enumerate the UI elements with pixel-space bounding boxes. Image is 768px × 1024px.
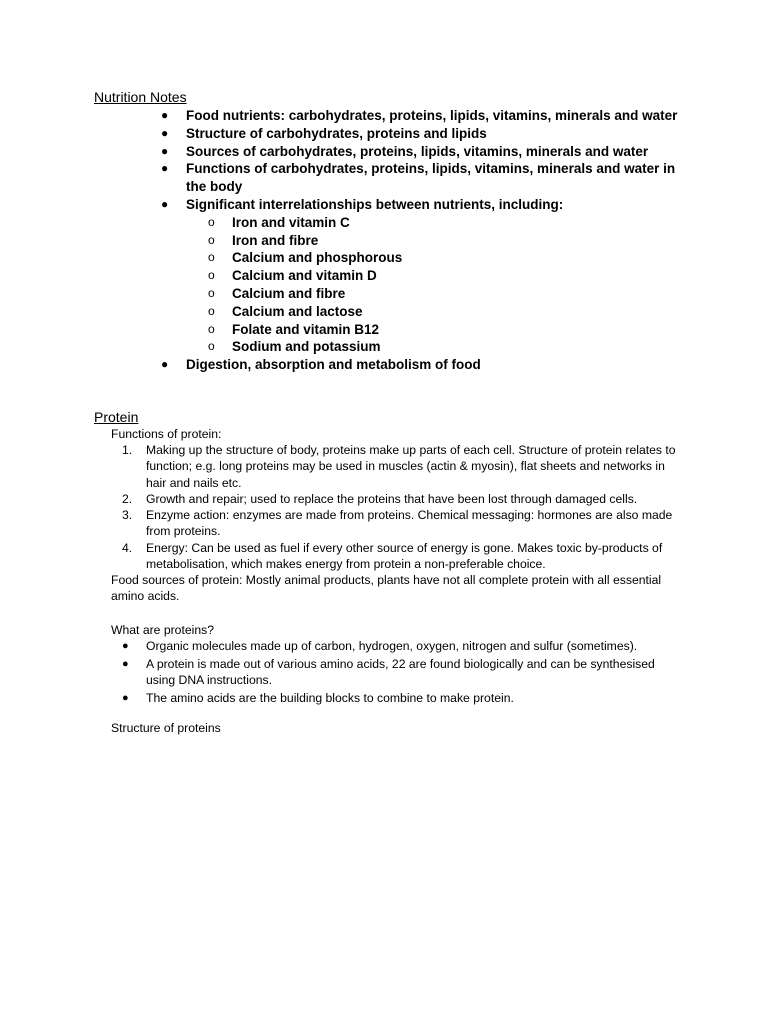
- sub-list-item: [186, 214, 686, 232]
- list-item-text: Significant interrelationships between nutrients, including:: [186, 196, 564, 212]
- sub-list-item: [186, 321, 686, 339]
- food-sources-paragraph: Food sources of protein: Mostly animal products, plants have not all complete protein with all essential amino acids.: [111, 573, 662, 604]
- bullet-icon: ●: [161, 108, 169, 122]
- list-item: [161, 356, 686, 374]
- sub-list-item: [186, 338, 686, 356]
- list-item-text: Functions of carbohydrates, proteins, lipids, vitamins, minerals and water in the body: [186, 161, 676, 195]
- sub-bullet-icon: o: [208, 268, 215, 283]
- list-item: [161, 143, 686, 161]
- sub-list-item-text: Calcium and vitamin D: [232, 268, 377, 284]
- sub-list-item-text: Folate and vitamin B12: [232, 321, 380, 337]
- sub-list-item-text: Calcium and fibre: [232, 285, 346, 301]
- protein-functions-list: [122, 442, 686, 572]
- sub-list-item-text: Calcium and lactose: [232, 303, 363, 319]
- what-are-proteins-list: [122, 638, 686, 708]
- protein-heading: Protein: [94, 409, 139, 425]
- numbered-item-text: Making up the structure of body, proteins make up parts of each cell. Structure of protein relates to function; e.g. long proteins may be used in muscles (actin & myosin), flat sheets and networks in hair and nails etc.: [146, 443, 676, 490]
- nutrition-notes-heading: Nutrition Notes: [94, 89, 187, 105]
- list-item-text: Organic molecules made up of carbon, hydrogen, oxygen, nitrogen and sulfur (sometimes).: [146, 639, 638, 653]
- bullet-icon: ●: [122, 657, 129, 670]
- nutrition-topics-list: [161, 107, 686, 374]
- bullet-icon: ●: [161, 143, 169, 158]
- sub-bullet-icon: o: [208, 339, 215, 354]
- sub-list-item-text: Sodium and potassium: [232, 339, 381, 355]
- what-are-proteins-label: What are proteins?: [111, 623, 214, 637]
- item-number: 4.: [122, 540, 133, 555]
- numbered-item: [122, 540, 686, 573]
- numbered-item-text: Growth and repair; used to replace the proteins that have been lost through damaged cells.: [146, 491, 638, 506]
- list-item-text: Structure of carbohydrates, proteins and lipids: [186, 125, 487, 141]
- sub-bullet-icon: o: [208, 303, 215, 318]
- sub-bullet-icon: o: [208, 214, 215, 229]
- sub-list-item: [186, 249, 686, 267]
- numbered-item: [122, 507, 686, 540]
- sub-list-item-text: Calcium and phosphorous: [232, 250, 403, 266]
- list-item: [161, 107, 686, 125]
- item-number: 2.: [122, 491, 133, 506]
- item-number: 3.: [122, 508, 133, 523]
- list-item: [161, 160, 686, 196]
- bullet-icon: ●: [122, 640, 129, 652]
- list-item-text: The amino acids are the building blocks to combine to make protein.: [146, 690, 514, 705]
- list-item: [122, 656, 686, 689]
- structure-of-proteins-label: Structure of proteins: [111, 721, 221, 735]
- list-item-text: Digestion, absorption and metabolism of food: [186, 357, 481, 373]
- sub-list-item: [186, 285, 686, 303]
- sub-list-item: [186, 267, 686, 285]
- sub-bullet-icon: o: [208, 250, 215, 265]
- sub-list-item-text: Iron and fibre: [232, 232, 319, 248]
- sub-bullet-icon: o: [208, 232, 215, 247]
- list-item-text: A protein is made out of various amino acids, 22 are found biologically and can be synthesised using DNA instructions.: [146, 656, 655, 688]
- list-item: [161, 196, 686, 356]
- item-number: 1.: [122, 443, 133, 457]
- sub-bullet-icon: o: [208, 285, 215, 300]
- sub-list-item: [186, 232, 686, 250]
- list-item: [122, 638, 686, 654]
- sub-list-item: [186, 303, 686, 321]
- numbered-item-text: Energy: Can be used as fuel if every other source of energy is gone. Makes toxic by-products of metabolisation, which makes energy from protein a non-preferable choice.: [146, 540, 663, 572]
- list-item: [161, 125, 686, 143]
- list-item-text: Food nutrients: carbohydrates, proteins, lipids, vitamins, minerals and water: [186, 108, 678, 123]
- numbered-item: [122, 491, 686, 507]
- sub-bullet-icon: o: [208, 321, 215, 336]
- bullet-icon: ●: [122, 691, 129, 704]
- bullet-icon: ●: [161, 161, 169, 176]
- list-item: [122, 690, 686, 706]
- list-item-text: Sources of carbohydrates, proteins, lipids, vitamins, minerals and water: [186, 143, 649, 159]
- numbered-item: [122, 442, 686, 491]
- functions-label: Functions of protein:: [111, 427, 222, 441]
- bullet-icon: ●: [161, 357, 169, 372]
- sub-list-item-text: Iron and vitamin C: [232, 214, 350, 230]
- bullet-icon: ●: [161, 196, 169, 211]
- interrelationships-sublist: [186, 214, 686, 356]
- bullet-icon: ●: [161, 125, 169, 140]
- numbered-item-text: Enzyme action: enzymes are made from proteins. Chemical messaging: hormones are also made from proteins.: [146, 508, 673, 539]
